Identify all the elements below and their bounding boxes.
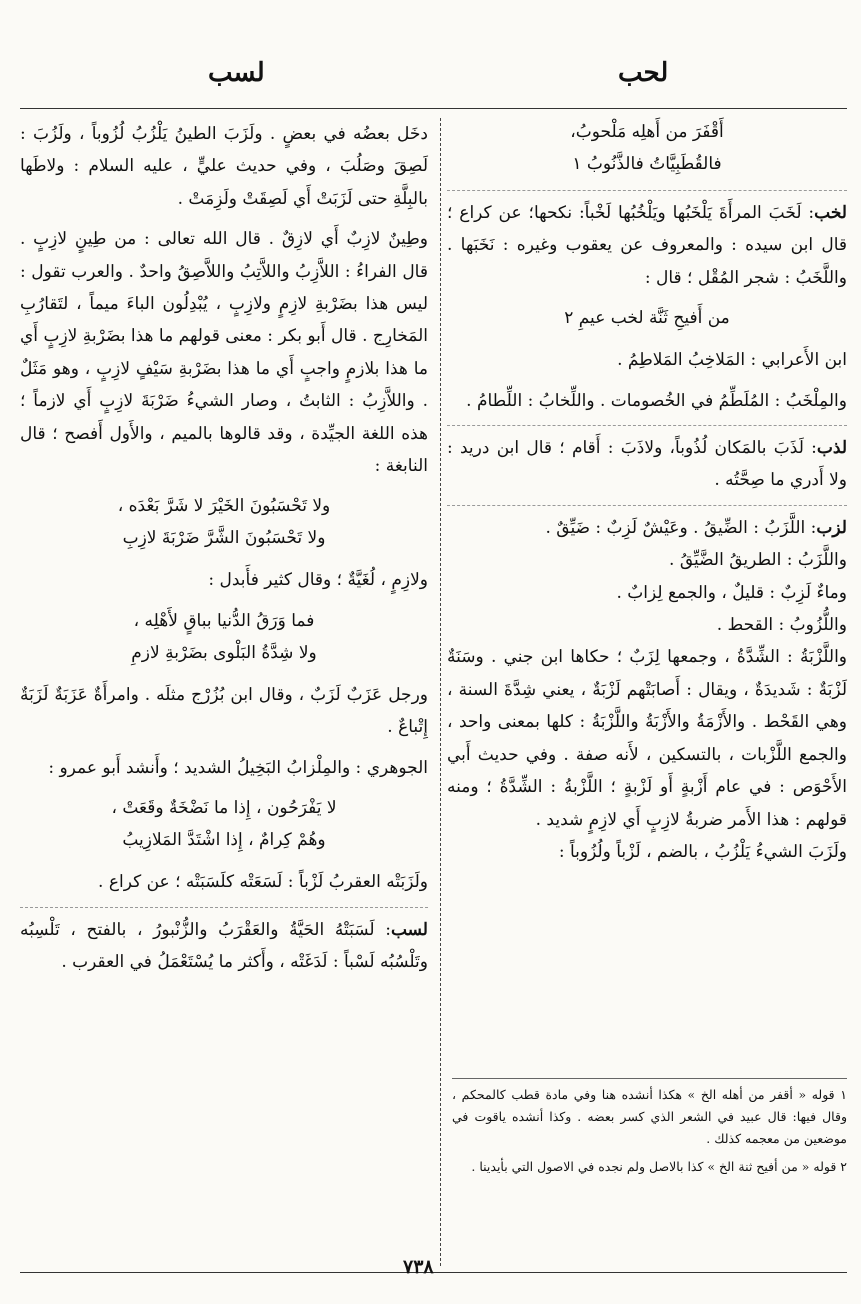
right-column (447, 110, 847, 868)
verse-line: ولا تَحْسَبُونَ الشَّرَّ ضَرْبَةَ لازِبِ (122, 528, 326, 549)
headword: لخب (814, 203, 847, 223)
entry-text: : اللَّزَبُ : الضِّيقُ . وعَيْشٌ لَزِبٌ : ضَيِّقٌ . (545, 517, 817, 538)
entry-lakhab (447, 197, 847, 294)
headword: لزب (816, 517, 847, 538)
paragraph: ولَزَبَتْه العقربُ لَزْباً : لَسَعَتْه كلَسَبَتْه ؛ عن كراع . (98, 872, 428, 893)
page-number: ٧٣٨ (403, 1256, 434, 1278)
footnotes (452, 1084, 847, 1184)
verse-line: لا يَفْرَحُون ، إِذا ما نَضْخَةٌ وقَعَتْ ، (111, 798, 337, 819)
entry-separator (447, 190, 847, 191)
paragraph: ورجل عَزَبٌ لَزَبٌ ، وقال ابن بُزُرْج مثلَه . وامرأَةٌ عَزَبَةٌ لَزَبَةٌ إِتْباعٌ . (20, 684, 428, 738)
footnote: ١ قوله « أقفر من أهله الخ » هكذا أنشده هنا وفي مادة قطب كالمحكم ، وقال فيها: قال عبيد في الشعر الذي كسر بعضه . وكذا أنشده ياقوت في موضعين من معجمه كذلك . (452, 1087, 847, 1146)
headword: لسب (390, 919, 428, 940)
entry-ladhab (447, 432, 847, 497)
entry-text: واللَّزَبُ : الطريقُ الضَّيِّقُ . (669, 550, 847, 571)
entry-separator (447, 505, 847, 506)
entry-text: ولَزَبَ الشيءُ يَلْزُبُ ، بالضم ، لَزْباً ولُزُوباً : (558, 841, 847, 862)
verse (20, 792, 428, 856)
verse-line: فالقُطَبِيَّاتُ فالذَّنُوبُ ١ (572, 154, 722, 174)
entry-text: : لَذَبَ بالمَكان لُذُوباً، ولاذَبَ : أَقام ؛ قال ابن دريد : ولا أَدري ما صِحَّتُه . (447, 438, 847, 491)
entry-lasab (20, 914, 428, 979)
entry-lazab (447, 512, 847, 868)
left-column (20, 118, 428, 986)
verse-line: ولا تَحْسَبُونَ الخَيْرَ لا شَرَّ بَعْدَه ، (117, 496, 331, 517)
entry-separator (447, 425, 847, 426)
entry-text: : لَخَبَ المرأَةَ يَلْخَبُها ويَلْخُبُها لَخْباً: نكحها؛ عن كراع ؛ قال ابن سيده : والمعروف عن يعقوب وغيره : نَخَبَها . واللَّخَبُ : شجر المُقْل ؛ قال : (447, 203, 847, 288)
entry-text: ابن الأَعرابي : المَلاخِبُ المَلاطِمُ . (617, 350, 847, 371)
opening-verse (447, 116, 847, 180)
column-divider (440, 118, 441, 1266)
entry-text: : لَسَبَتْهُ الحَيَّةُ والعَقْرَبُ والزُّنْبورُ ، بالفتح ، تَلْسِبُه وتَلْسُبُه لَسْباً : لَدَغَتْه ، وأَكثر ما يُسْتَعْمَلُ في العقرب . (20, 919, 428, 972)
paragraph: الجوهري : والمِلْزابُ البَخِيلُ الشديد ؛ وأَنشد أَبو عمرو : (48, 757, 428, 778)
verse-line: وهُمْ كِرامٌ ، إِذا اشْتَدَّ المَلازِيبُ (122, 830, 326, 851)
paragraph: ولازِمٍ ، لُغَيَّةٌ ؛ وقال كثير فأَبدل : (208, 570, 428, 591)
verse-line: أَقْفَرَ من أَهلِه مَلْحوبُ، (570, 122, 724, 142)
paragraph: دخَل بعضُه في بعضٍ . ولَزَبَ الطينُ يَلْزُبُ لُزُوباً ، ولَزُبَ : لَصِقَ وصَلُبَ ، وفي حديث عليٍّ ، عليه السلام : ولاطَها بالبِلَّةِ حتى لَزَبَتْ أَي لَصِقَتْ ولَزِمَتْ . (20, 124, 428, 209)
headword: لذب (816, 438, 847, 459)
verse (20, 490, 428, 554)
verse (20, 605, 428, 669)
page-header-right-word: لحب (618, 58, 669, 88)
entry-text: واللُّزُوبُ : القحط . (716, 615, 847, 636)
paragraph: وطِينٌ لازِبٌ أَي لازِقٌ . قال الله تعالى : من طِينٍ لازِبٍ . قال الفراءُ : اللاَّزِبُ واللاَّتِبُ واللاَّصِقُ واحدٌ . والعرب تقول : ليس هذا بضَرْبةِ لازِمٍ ولازِبٍ ، يُبْدِلُون الباءَ ميماً ، لتَقارُبِ المَخارِج . قال أَبو بكر : معنى قولهم ما هذا بضَرْبةِ لازِبٍ أَي ما هذا بلازمٍ واجبٍ أَي ما هذا بضَرْبةِ سَيْفٍ لازِبٍ ، وهو مَثَلٌ . واللاَّزِبُ : الثابتُ ، وصار الشيءُ ضَرْبَةَ لازِبٍ أَي لازماً ؛ هذه اللغة الجيِّدة ، وقد قالوها بالميم ، والأَول أَفصح ؛ قال النابغة : (20, 229, 428, 477)
verse-line: فما وَرَقُ الدُّنيا بباقٍ لأَهْلِه ، (133, 610, 315, 631)
entry-text: والمِلْخَبُ : المُلَطِّمُ في الخُصومات . واللِّخابُ : اللِّطامُ . (466, 390, 847, 411)
verse-line: ولا شِدَّةُ البَلْوى بضَرْبةِ لازمِ (131, 642, 317, 663)
entry-separator (20, 907, 428, 908)
verse-line: من أَفيحِ ثَنَّة لخب عيمِ ٢ (564, 308, 730, 329)
entry-text: واللَّزْبَةُ : الشِّدَّةُ ، وجمعها لِزَبٌ ؛ حكاها ابن جني . وسَنَةٌ لَزْبَةٌ : شَديدَةٌ ، ويقال : أَصابَتْهم لَزْبَةٌ ، يعني شِدَّةَ السنة ، وهي القَحْط . والأَزْمَةُ والأَزْبَةُ واللَّزْبَةُ : كلها بمعنى واحد ، والجمع اللَّزْبات ، بالتسكين ، لأَنه صفة . وفي حديث أَبي الأَحْوَص : في عام أَزْبةٍ أَو لَزْبةٍ ؛ اللَّزْبةُ : الشِّدَّةُ ؛ ومنه قولهم : هذا الأَمر ضربةُ لازِبٍ أَي لازِمٍ شديد . (447, 647, 847, 830)
verse (447, 302, 847, 334)
footnote: ٢ قوله « من أفيح ثنة الخ » كذا بالاصل ولم نجده في الاصول التي بأيدينا . (471, 1159, 847, 1174)
footnote-rule (452, 1078, 847, 1079)
entry-text: وماءٌ لَزِبٌ : قليلٌ ، والجمع لِزابٌ . (616, 582, 847, 603)
page-header-left-word: لسب (208, 58, 265, 88)
header-rule (20, 108, 847, 109)
